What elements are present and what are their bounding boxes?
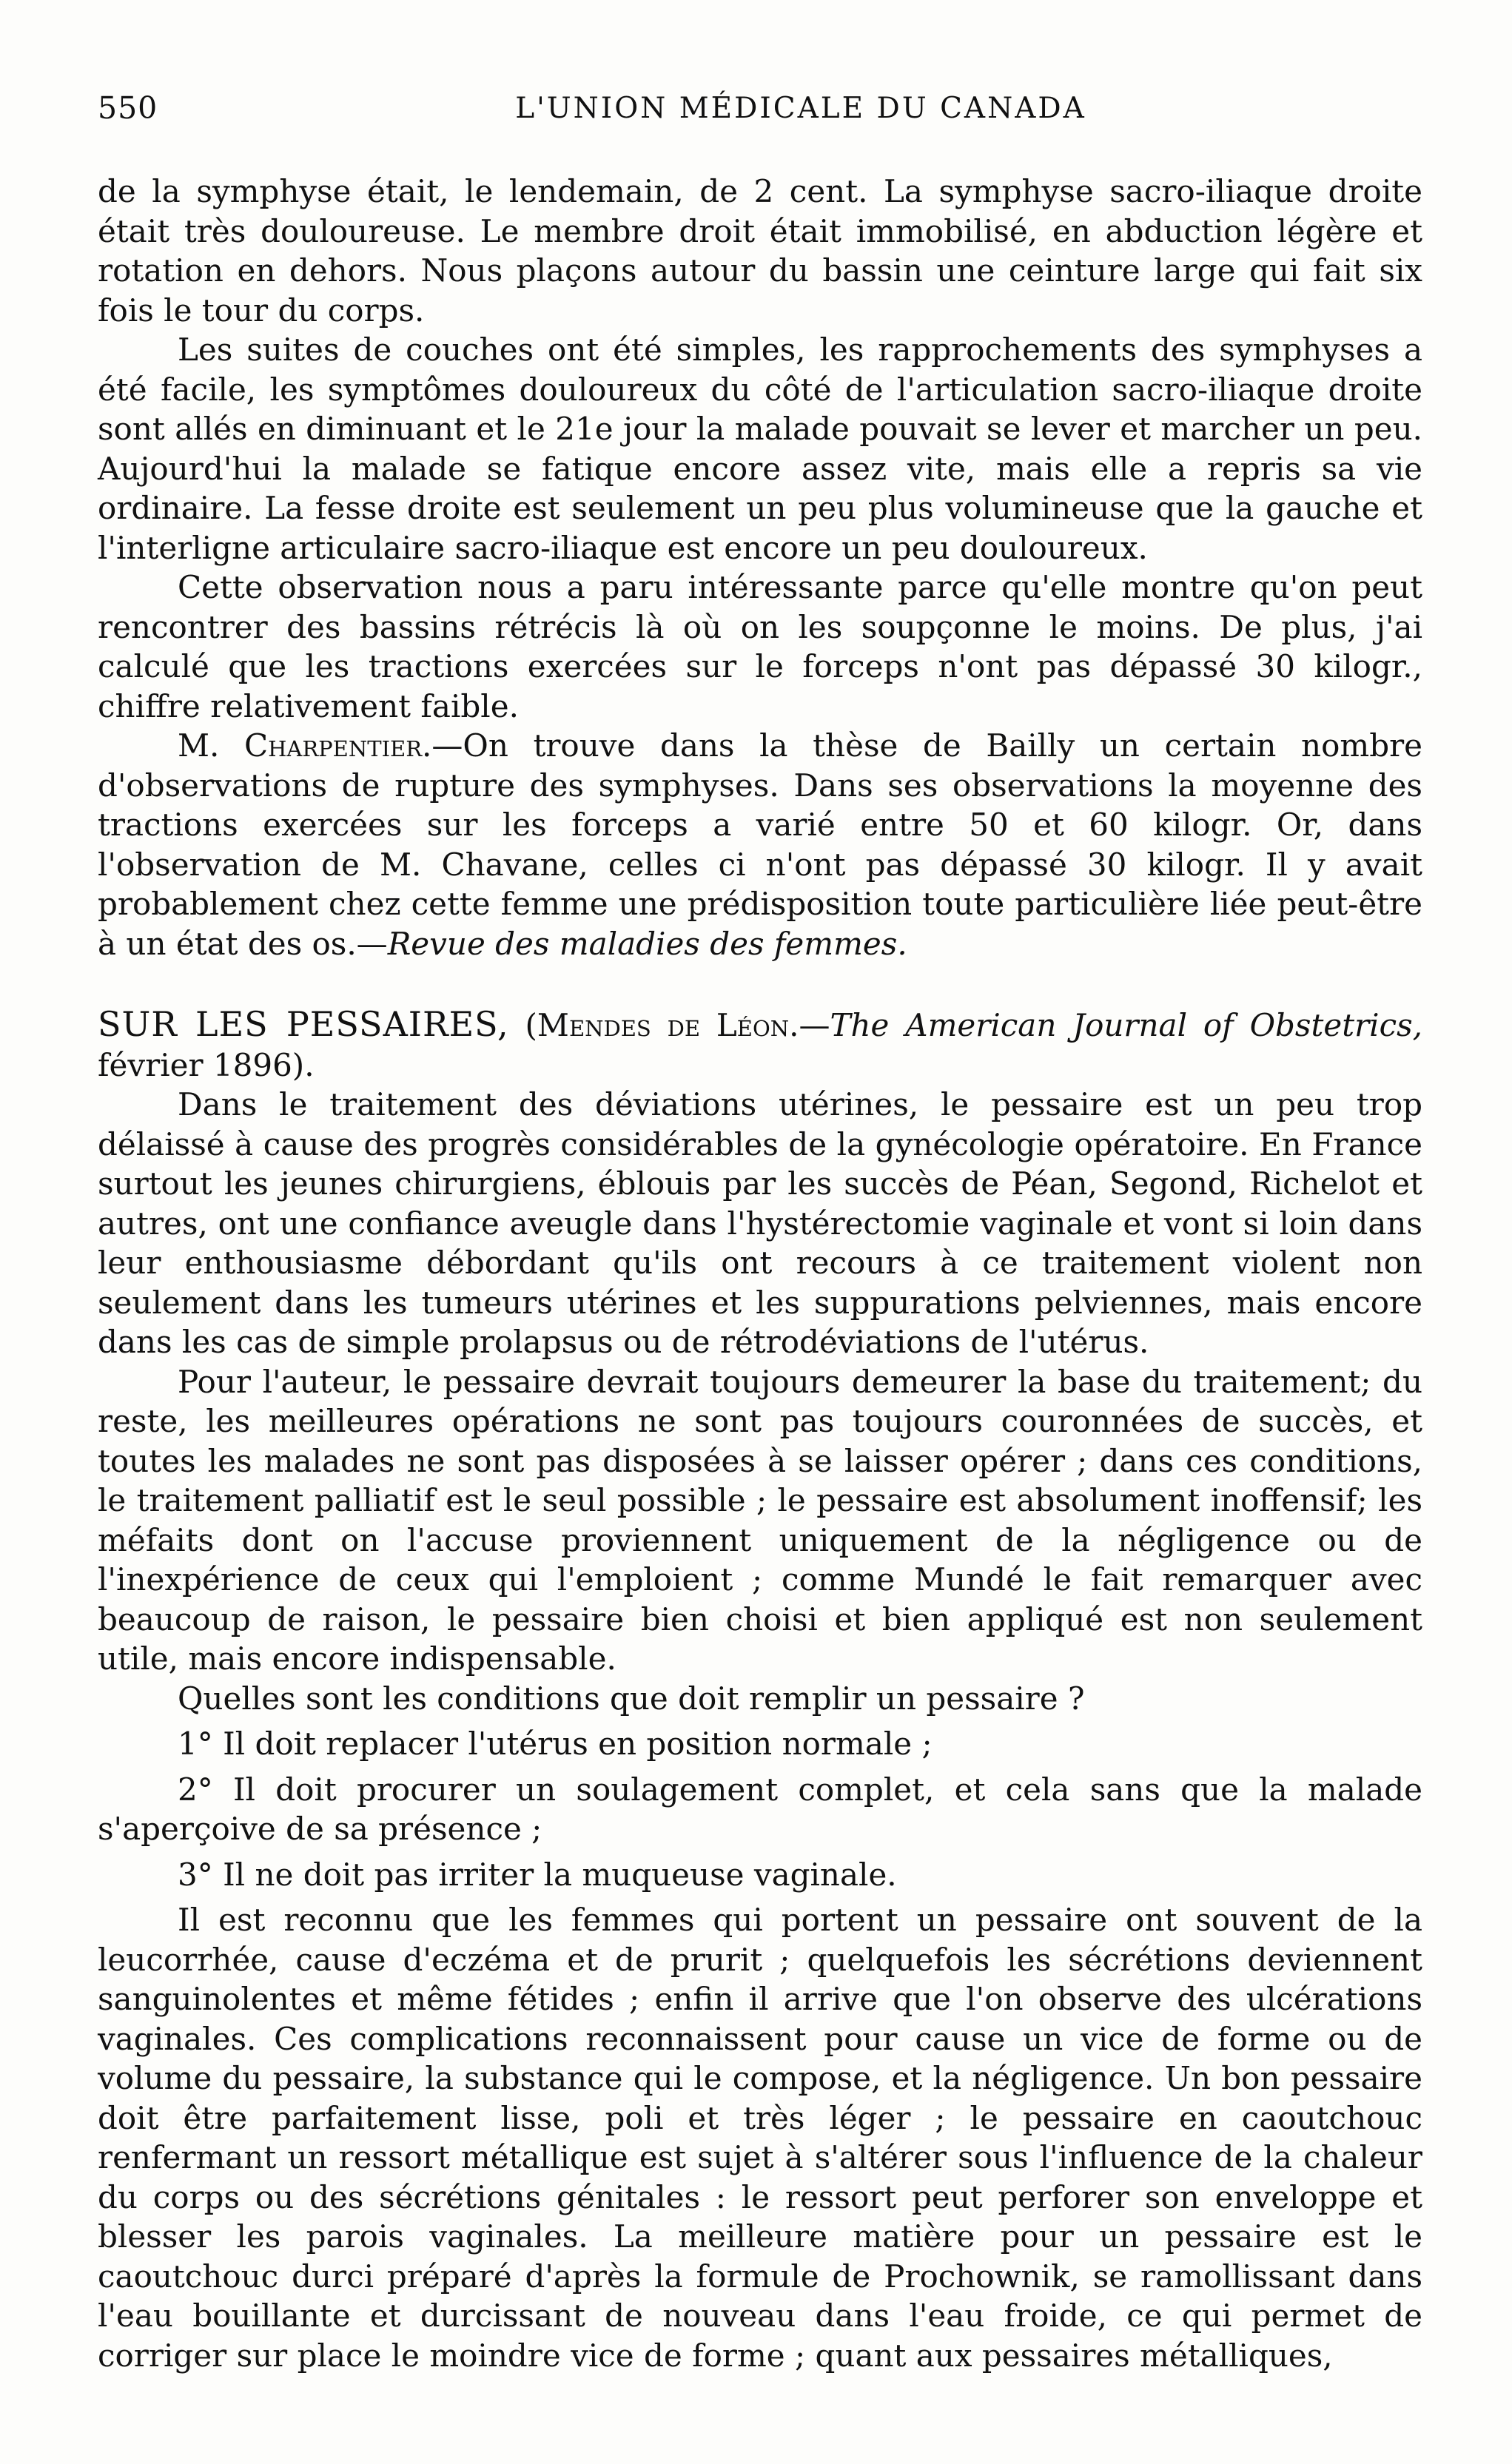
spacer — [98, 1764, 1422, 1770]
article-author: (Mendes de Léon.— — [525, 1007, 830, 1043]
condition-item: 1° Il doit replacer l'utérus en position normale ; — [178, 1726, 933, 1762]
paragraph: Dans le traitement des déviations utérines, le pessaire est un peu trop délaissé à cause des progrès considérables de la gynécologie opératoire. En France surtout les jeunes chirurgiens, éblouis par les succès de Péan, Segond, Richelot et autres, ont une confiance aveugle dans l'hystérectomie vaginale et vont si loin dans leur enthousiasme débordant qu'ils ont recours à ce traitement violent non seulement dans les tumeurs utérines et les suppurations pelviennes, mais encore dans les cas de simple prolapsus ou de rétrodéviations de l'utérus. — [98, 1086, 1422, 1360]
spacer — [98, 1718, 1422, 1724]
spacer — [98, 1849, 1422, 1855]
page-number: 550 — [98, 90, 158, 126]
body-text — [98, 172, 1422, 2375]
paragraph: Pour l'auteur, le pessaire devrait toujours demeurer la base du traitement; du reste, les meilleures opérations ne sont pas toujours couronnées de succès, et toutes les malades ne sont pas disposées à se laisser opérer ; dans ces conditions, le traitement palliatif est le seul possible ; le pessaire est absolument inoffensif; les méfaits dont on l'accuse proviennent uniquement de la négligence ou de l'inexpérience de ceux qui l'emploient ; comme Mundé le fait remarquer avec beaucoup de raison, le pessaire bien choisi et bien appliqué est non seulement utile, mais encore indispensable. — [98, 1363, 1422, 1677]
running-head — [98, 90, 1422, 142]
section-divider — [98, 963, 1422, 1005]
condition-item: 3° Il ne doit pas irriter la muqueuse vaginale. — [178, 1856, 897, 1893]
article-title: SUR LES PESSAIRES, — [98, 1004, 509, 1044]
question-line: Quelles sont les conditions que doit remplir un pessaire ? — [178, 1680, 1085, 1717]
journal-title: L'UNION MÉDICALE DU CANADA — [515, 92, 1086, 125]
spacer — [98, 1894, 1422, 1900]
paragraph: Les suites de couches ont été simples, les rapprochements des symphyses a été facile, les symptômes douloureux du côté de l'articulation sacro-iliaque droite sont allés en diminuant et le 21e jour la malade pouvait se lever et marcher un peu. Aujourd'hui la malade se fatique encore assez vite, mais elle a repris sa vie ordinaire. La fesse droite est seulement un peu plus volumineuse que la gauche et l'interligne articulaire sacro-iliaque est encore un peu douloureux. — [98, 331, 1422, 566]
article-date: février 1896). — [98, 1046, 315, 1083]
discussion-paragraph — [98, 726, 1422, 963]
paragraph-continuation: de la symphyse était, le lendemain, de 2 cent. La symphyse sacro-iliaque droite était très douloureuse. Le membre droit était immobilisé, en abduction légère et rotation en dehors. Nous plaçons autour du bassin une ceinture large qui fait six fois le tour du corps. — [98, 173, 1422, 329]
condition-item: 2° Il doit procurer un soulagement complet, et cela sans que la malade s'aperçoive de sa présence ; — [98, 1771, 1422, 1847]
paragraph: Il est reconnu que les femmes qui portent un pessaire ont souvent de la leucorrhée, cause d'eczéma et de prurit ; quelquefois les sécrétions deviennent sanguinolentes et même fétides ; enfin il arrive que l'on observe des ulcérations vaginales. Ces complications reconnaissent pour cause un vice de forme ou de volume du pessaire, la substance qui le compose, et la négligence. Un bon pessaire doit être parfaitement lisse, poli et très léger ; le pessaire en caoutchouc renfermant un ressort métallique est sujet à s'altérer sous l'influence de la chaleur du corps ou des sécrétions génitales : le ressort peut perforer son enveloppe et blesser les parois vaginales. La meilleure matière pour un pessaire est le caoutchouc durci préparé d'après la formule de Prochownik, se ramollissant dans l'eau bouillante et durcissant de nouveau dans l'eau froide, ce qui permet de corriger sur place le moindre vice de forme ; quant aux pessaires métalliques, — [98, 1902, 1422, 2374]
discussion-text: —On trouve dans la thèse de Bailly un certain nombre d'observations de rupture des symphyses. Dans ses observations la moyenne des tractions exercées sur les forceps a varié entre 50 et 60 kilogr. Or, dans l'observation de M. Chavane, celles ci n'ont pas dépassé 30 kilogr. Il y avait probablement chez cette femme une prédisposition toute particulière liée peut-être à un état des os.— — [98, 727, 1423, 962]
article-journal: The American Journal of Obstetrics, — [830, 1007, 1423, 1043]
article-heading — [98, 1005, 1422, 1085]
speaker-name: M. Charpentier. — [178, 727, 432, 764]
paragraph: Cette observation nous a paru intéressante parce qu'elle montre qu'on peut rencontrer des bassins rétrécis là où on les soupçonne le moins. De plus, j'ai calculé que les tractions exercées sur le forceps n'ont pas dépassé 30 kilogr., chiffre relativement faible. — [98, 569, 1422, 724]
source-citation: Revue des maladies des femmes. — [387, 925, 907, 962]
